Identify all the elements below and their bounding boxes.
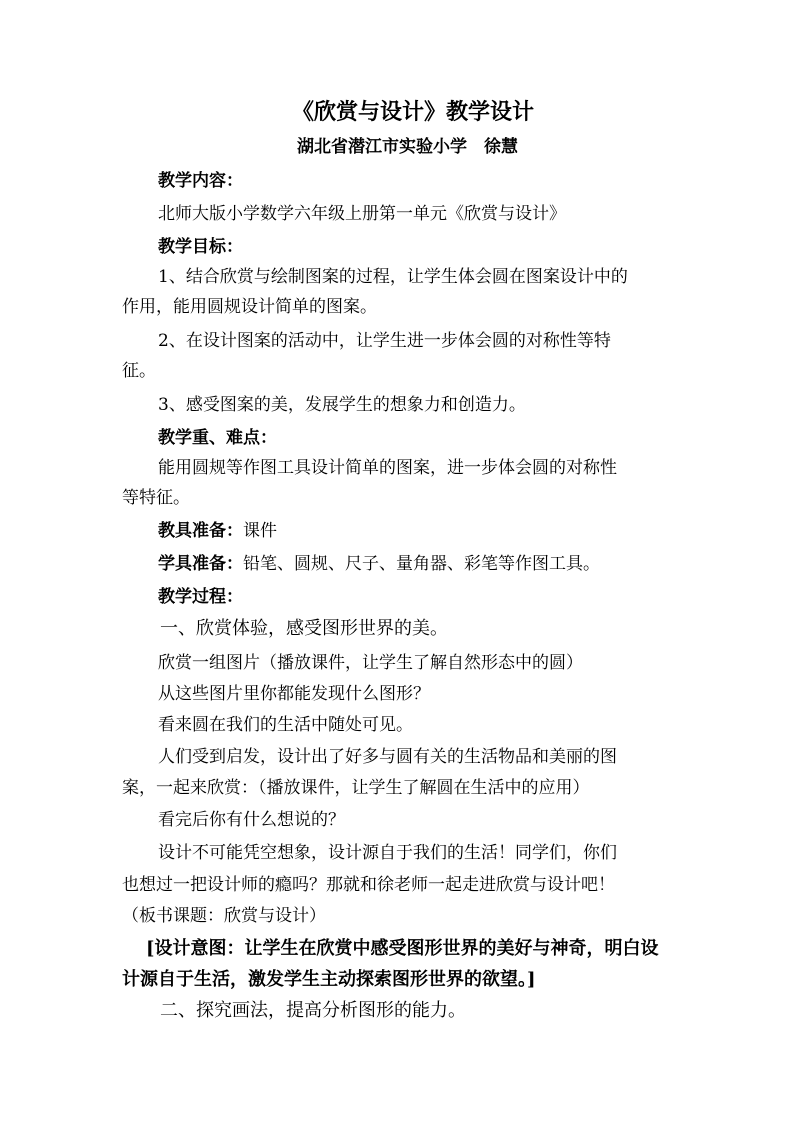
document-title: 《欣赏与设计》教学设计 xyxy=(292,99,535,125)
paragraph-line: 能用圆规等作图工具设计简单的图案，进一步体会圆的对称性 xyxy=(158,458,617,478)
paragraph-line: 设计不可能凭空想象，设计源自于我们的生活！同学们，你们 xyxy=(158,843,617,863)
section-heading-objectives: 教学目标： xyxy=(158,237,243,257)
paragraph-line: 1、结合欣赏与绘制图案的过程，让学生体会圆在图案设计中的 xyxy=(158,267,628,287)
teaching-aids-value: 课件 xyxy=(243,521,277,541)
paragraph-line: 看完后你有什么想说的？ xyxy=(158,810,345,830)
paragraph-line: 也想过一把设计师的瘾吗？那就和徐老师一起走进欣赏与设计吧！ xyxy=(122,875,615,895)
paragraph-line: 等特征。 xyxy=(122,488,190,508)
learning-tools-value: 铅笔、圆规、尺子、量角器、彩笔等作图工具。 xyxy=(243,554,600,574)
teaching-aids-line xyxy=(158,520,277,542)
section-heading-keypoints: 教学重、难点： xyxy=(158,428,277,448)
paragraph-line: 从这些图片里你都能发现什么图形？ xyxy=(158,684,430,704)
section-heading-content: 教学内容： xyxy=(158,171,243,191)
teaching-aids-label: 教具准备： xyxy=(158,521,243,541)
paragraph-line: 案，一起来欣赏：（播放课件，让学生了解圆在生活中的应用） xyxy=(122,778,590,798)
subsection-heading-1: 一、欣赏体验，感受图形世界的美。 xyxy=(160,618,448,639)
paragraph-line: 征。 xyxy=(122,361,156,381)
learning-tools-line xyxy=(158,553,600,575)
paragraph-line: 欣赏一组图片（播放课件，让学生了解自然形态中的圆） xyxy=(158,653,583,673)
paragraph-line: 3、感受图案的美，发展学生的想象力和创造力。 xyxy=(158,395,526,415)
paragraph-line: 2、在设计图案的活动中，让学生进一步体会圆的对称性等特 xyxy=(158,331,611,351)
learning-tools-label: 学具准备： xyxy=(158,554,243,574)
design-intent-line: [设计意图：让学生在欣赏中感受图形世界的美好与神奇，明白设 xyxy=(146,938,659,959)
paragraph-line: 北师大版小学数学六年级上册第一单元《欣赏与设计》 xyxy=(158,204,566,224)
paragraph-line: （板书课题：欣赏与设计） xyxy=(122,906,326,926)
design-intent-line: 计源自于生活，激发学生主动探索图形世界的欲望。] xyxy=(122,969,536,990)
subsection-heading-2: 二、探究画法，提高分析图形的能力。 xyxy=(160,1000,466,1021)
paragraph-line: 作用，能用圆规设计简单的图案。 xyxy=(122,297,377,317)
section-heading-process: 教学过程： xyxy=(158,587,243,607)
paragraph-line: 人们受到启发，设计出了好多与圆有关的生活物品和美丽的图 xyxy=(158,747,617,767)
paragraph-line: 看来圆在我们的生活中随处可见。 xyxy=(158,715,413,735)
document-subtitle: 湖北省潜江市实验小学 徐慧 xyxy=(297,137,518,157)
